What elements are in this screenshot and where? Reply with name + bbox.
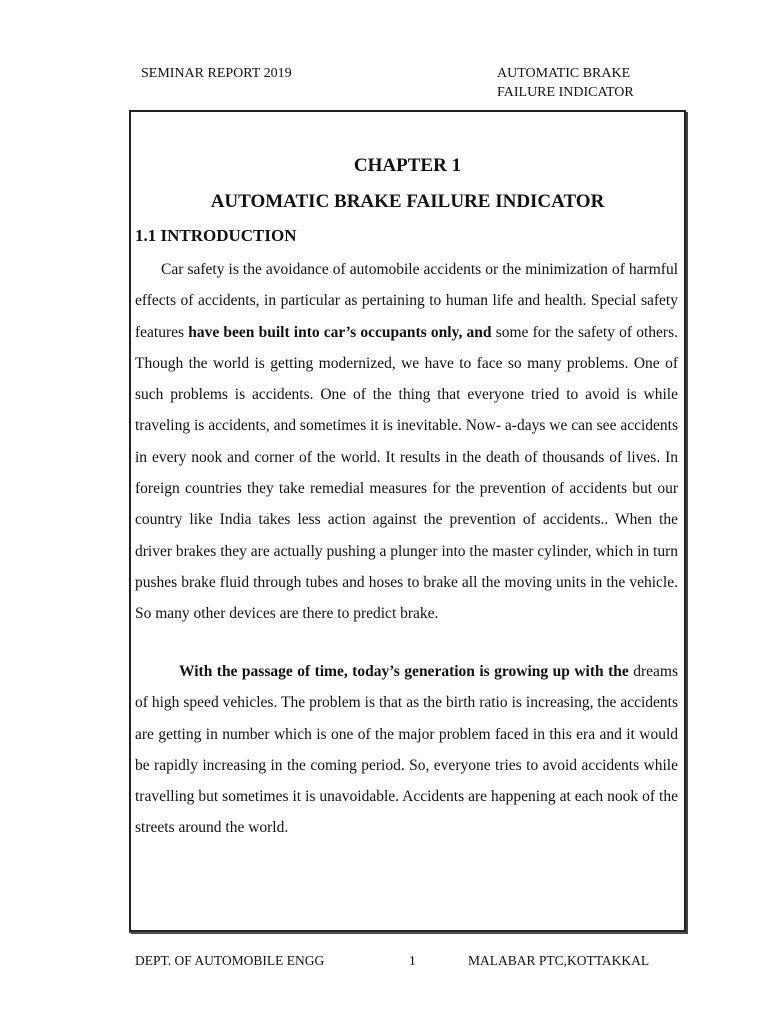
paragraph-1 — [135, 254, 678, 630]
header-document-title — [497, 64, 634, 102]
paragraph-2 — [135, 656, 678, 844]
footer-department: DEPT. OF AUTOMOBILE ENGG — [135, 953, 325, 968]
chapter-title: AUTOMATIC BRAKE FAILURE INDICATOR — [210, 191, 605, 212]
paragraph-2-bold-text: With the passage of time, today’s generation is growing up with the — [179, 663, 629, 680]
paragraph-1-text-a: Car safety is the avoidance of automobile accidents or the minimization of harmful effects of accidents, in particular as pertaining to human life and health. Special safety features — [135, 261, 678, 341]
header-report-label: SEMINAR REPORT 2019 — [141, 66, 292, 81]
section-heading: 1.1 INTRODUCTION — [135, 226, 297, 245]
paragraph-2-text: dreams of high speed vehicles. The problem is that as the birth ratio is increasing, the accidents are getting in number which is one of the major problem faced in this era and it would be rapidly increasing in the coming period. So, everyone tries to avoid accidents while travelling but sometimes it is unavoidable. Accidents are happening at each nook of the streets around the world. — [135, 663, 678, 837]
footer-page-number: 1 — [409, 953, 416, 968]
border-underline — [129, 932, 686, 933]
paragraph-1-text-b: some for the safety of others. Though the world is getting modernized, we have to face so many problems. One of such problems is accidents. One of the thing that everyone tried to avoid is while traveling is accidents, and sometimes it is inevitable. Now- a-days we can see accidents in every nook and corner of the world. It results in the death of thousands of lives. In foreign countries they take remedial measures for the prevention of accidents but our country like India takes less action against the prevention of accidents.. When the driver brakes they are actually pushing a plunger into the master cylinder, which in turn pushes brake fluid through tubes and hoses to brake all the moving units in the vehicle. So many other devices are there to predict brake. — [135, 323, 678, 623]
header-title-line-2: FAILURE INDICATOR — [497, 85, 634, 100]
chapter-heading: CHAPTER 1 — [353, 155, 462, 176]
footer-institution: MALABAR PTC,KOTTAKKAL — [468, 953, 650, 968]
paragraph-1-bold-text: have been built into car’s occupants only, and — [188, 323, 492, 341]
header-title-line-1: AUTOMATIC BRAKE — [497, 66, 631, 81]
